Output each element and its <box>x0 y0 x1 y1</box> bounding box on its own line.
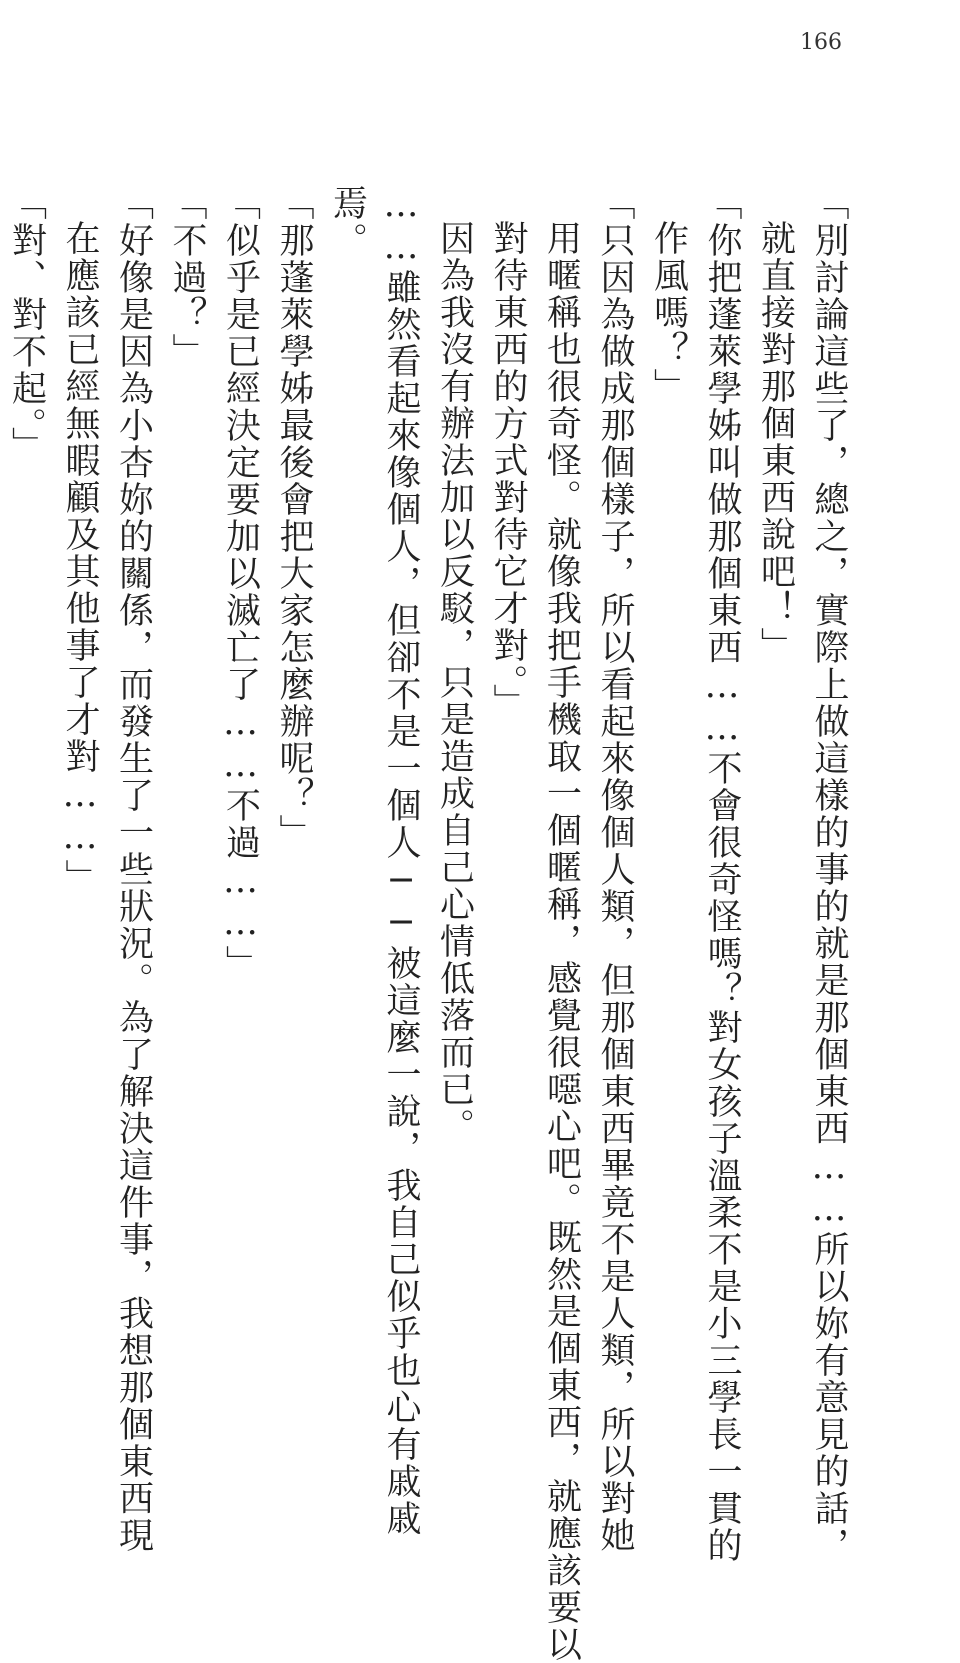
text-line: 「只因為做成那個樣子，所以看起來像個人類，但那個東西畢竟不是人類，所以對她 <box>595 185 635 1554</box>
text-line: 因為我沒有辦法加以反駁，只是造成自己心情低落而已。 <box>434 220 475 1145</box>
text-line: ……雖然看起來像個人，但卻不是一個人──被這麼一說，我自己似乎也心有戚戚 <box>381 185 421 1537</box>
text-line: 「別討論這些了，總之，實際上做這樣的事的就是那個東西……所以妳有意見的話， <box>809 185 849 1564</box>
text-line: 「那蓬萊學姊最後會把大家怎麼辦呢？」 <box>274 185 314 851</box>
body-text <box>0 185 855 1663</box>
page-number: 166 <box>800 30 842 55</box>
text-line: 「似乎是已經決定要加以滅亡了……不過……」 <box>220 185 261 982</box>
text-line: 「好像是因為小杏妳的關係，而發生了一些狀況。為了解決這件事，我想那個東西現 <box>113 185 154 1554</box>
text-line: 就直接對那個東西說吧！」 <box>755 220 796 664</box>
text-line: 「你把蓬萊學姊叫做那個東西……不會很奇怪嗎？對女孩子溫柔不是小三學長一貫的 <box>702 185 742 1564</box>
text-line: 在應該已經無暇顧及其他事了才對……」 <box>60 220 100 896</box>
text-line: 對待東西的方式對待它才對。」 <box>488 220 528 721</box>
text-line: 「對、對不起。」 <box>6 185 47 464</box>
text-line: 「不過？」 <box>167 185 207 370</box>
text-line: 焉。 <box>327 185 368 259</box>
text-line: 作風嗎？」 <box>648 220 689 405</box>
text-line: 用暱稱也很奇怪。就像我把手機取一個暱稱，感覺很噁心吧。既然是個東西，就應該要以 <box>541 220 582 1663</box>
